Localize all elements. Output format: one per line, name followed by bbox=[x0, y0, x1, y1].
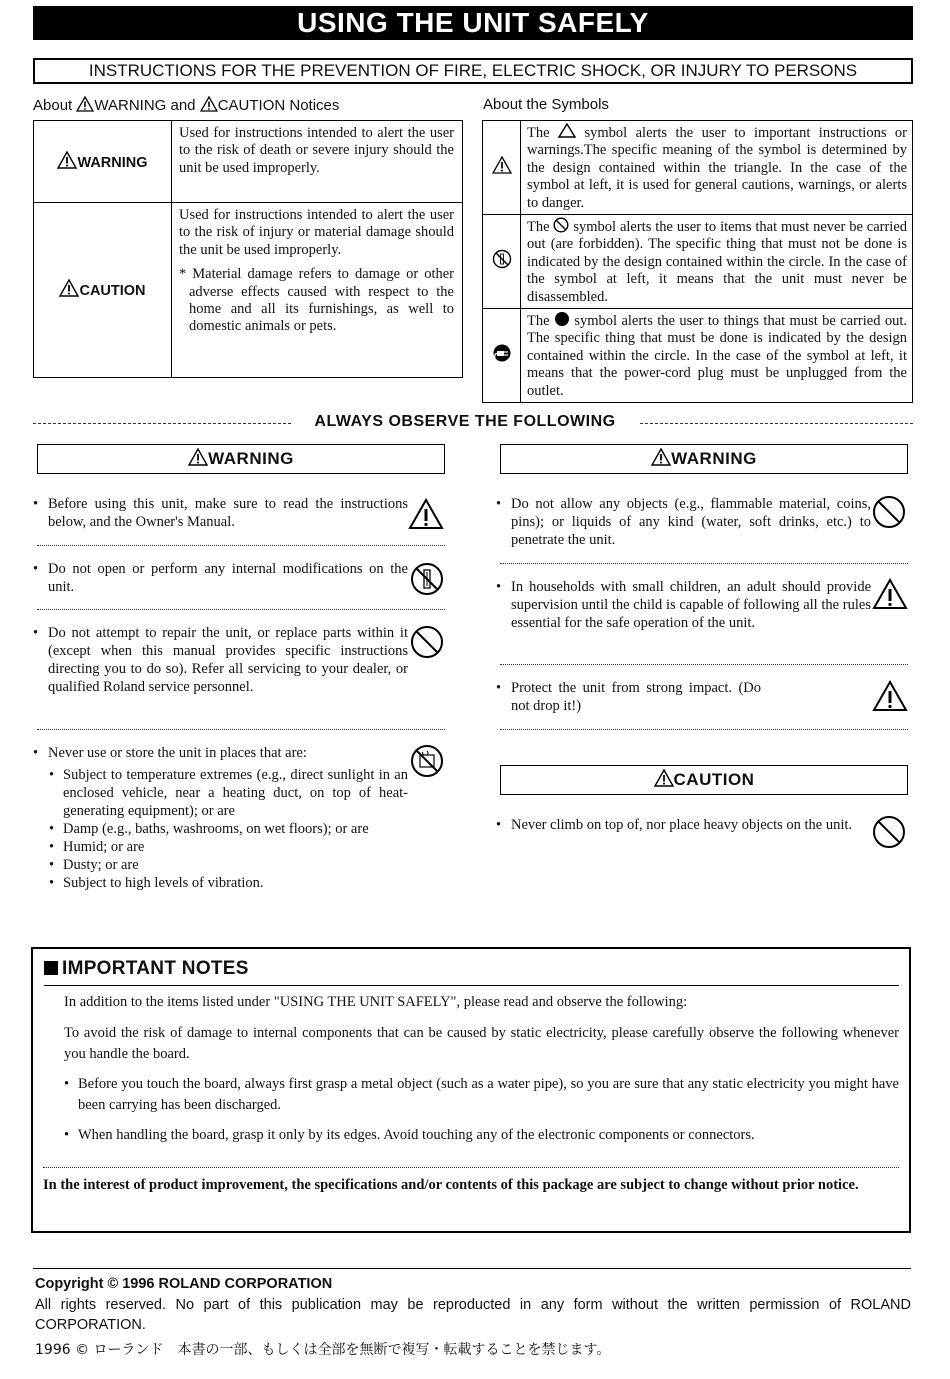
dotted-separator bbox=[500, 729, 908, 730]
dotted-separator bbox=[37, 729, 445, 730]
sub-list bbox=[33, 766, 408, 892]
list-item: • Before you touch the board, always first grasp a metal object (such as a water pipe), so you are sure that any static electricity you might have been carrying has been discharged. bbox=[64, 1074, 899, 1116]
caution-description-cell bbox=[172, 203, 463, 378]
list-item: • In households with small children, an adult should provide supervision until the child is capable of following all the rules essential for the safe operation of the unit. bbox=[496, 579, 871, 631]
symbol-circle-text: symbol alerts the user to items that must never be carried out (are forbidden). The specific thing that must not be done is indicated by the design contained within the circle. In the case of the symbol at left, it means that the unit must never be disassembled. bbox=[527, 219, 908, 305]
important-rule bbox=[44, 985, 899, 986]
list-item-text: Never climb on top of, nor place heavy objects on the unit. bbox=[511, 817, 853, 833]
prohibited-icon bbox=[410, 625, 444, 659]
list-item: • Before using this unit, make sure to read the instructions below, and the Owner's Manual. bbox=[33, 496, 408, 530]
dotted-separator bbox=[500, 664, 908, 665]
prohibited-icon bbox=[872, 815, 906, 849]
caution-note: * Material damage refers to damage or other adverse effects caused with respect to the home and all its furnishings, as well to domestic animals or pets. bbox=[179, 266, 454, 335]
unplug-icon bbox=[492, 343, 512, 363]
right-caution-label: CAUTION bbox=[673, 770, 755, 789]
dotted-separator bbox=[500, 563, 908, 564]
symbol-cell-dot bbox=[483, 309, 521, 403]
sub-list-item: • Dusty; or are bbox=[33, 856, 408, 874]
warning-triangle-icon bbox=[200, 96, 218, 112]
symbol-dot-desc bbox=[521, 309, 913, 403]
left-warning-label: WARNING bbox=[208, 449, 294, 468]
list-item: • Do not open or perform any internal modifications on the unit. bbox=[33, 561, 408, 595]
no-disassemble-icon bbox=[410, 562, 444, 596]
warning-description: Used for instructions intended to alert the user to the risk of death or severe injury should the unit be used improperly. bbox=[172, 121, 463, 203]
notices-heading-caution: CAUTION Notices bbox=[217, 97, 340, 114]
list-item-text: In households with small children, an adult should provide supervision until the child is capable of following all the rules essential for the safe operation of the unit. bbox=[511, 579, 871, 631]
list-item-text: Before using this unit, make sure to read the instructions below, and the Owner's Manual. bbox=[48, 496, 408, 530]
list-item: • Protect the unit from strong impact. (Do not drop it!) bbox=[496, 679, 871, 715]
list-item: • Do not attempt to repair the unit, or replace parts within it (except when this manual provides specific instructions directing you to do so). Refer all servicing to your dealer, or qualified Roland service personnel. bbox=[33, 625, 408, 695]
rights-statement: All rights reserved. No part of this publication may be reproducted in any form without the written permission of ROLAND CORPORATION. bbox=[35, 1297, 911, 1333]
right-warning-header bbox=[500, 444, 908, 474]
triangle-outline-icon bbox=[558, 123, 576, 138]
list-item-text: Do not allow any objects (e.g., flammable material, coins, pins); or liquids of any kind (water, soft drinks, etc.) to penetrate the unit. bbox=[511, 496, 871, 548]
symbol-circle-desc bbox=[521, 215, 913, 309]
sub-list-item: • Humid; or are bbox=[33, 838, 408, 856]
symbol-cell-circle bbox=[483, 215, 521, 309]
warning-triangle-icon bbox=[654, 769, 674, 787]
caution-label-cell bbox=[34, 203, 172, 378]
list-item-text: Do not attempt to repair the unit, or replace parts within it (except when this manual provides specific instructions directing you to do so). Refer all servicing to your dealer, or qualified Roland service personnel. bbox=[48, 625, 408, 695]
sub-list-item-text: Damp (e.g., baths, washrooms, on wet floors); or are bbox=[63, 821, 369, 837]
symbol-triangle-desc bbox=[521, 121, 913, 215]
left-warning-header bbox=[37, 444, 445, 474]
symbols-table bbox=[482, 120, 913, 403]
square-bullet-icon bbox=[44, 961, 58, 975]
warning-triangle-icon bbox=[57, 151, 77, 169]
caution-description: Used for instructions intended to alert the user to the risk of injury or material damage should the unit be used improperly. bbox=[179, 207, 454, 258]
important-heading bbox=[44, 958, 249, 980]
dotted-separator bbox=[43, 1167, 899, 1168]
warning-triangle-icon bbox=[408, 498, 444, 530]
warning-triangle-icon bbox=[872, 680, 908, 712]
symbol-cell-triangle bbox=[483, 121, 521, 215]
sub-list-item-text: Dusty; or are bbox=[63, 857, 139, 873]
prohibited-icon bbox=[872, 495, 906, 529]
sub-list-item: • Damp (e.g., baths, washrooms, on wet floors); or are bbox=[33, 820, 408, 838]
sub-list-item: • Subject to high levels of vibration. bbox=[33, 874, 408, 892]
important-static: To avoid the risk of damage to internal components that can be caused by static electricity, please carefully observe the following whenever you handle the board. bbox=[64, 1025, 899, 1062]
symbol-dot-pre: The bbox=[527, 313, 550, 330]
page-title: USING THE UNIT SAFELY bbox=[33, 6, 913, 40]
warning-triangle-icon bbox=[651, 448, 671, 466]
no-location-icon bbox=[410, 744, 444, 778]
notices-heading-pre: About bbox=[33, 97, 73, 114]
warning-triangle-icon bbox=[188, 448, 208, 466]
filled-circle-icon bbox=[554, 311, 570, 327]
important-notice: In the interest of product improvement, the specifications and/or contents of this package are subject to change without prior notice. bbox=[43, 1177, 859, 1193]
list-item-text: When handling the board, grasp it only by its edges. Avoid touching any of the electronic components or connectors. bbox=[78, 1127, 755, 1143]
notices-table bbox=[33, 120, 463, 378]
notices-heading-warning: WARNING and bbox=[94, 97, 196, 114]
list-item: • Do not allow any objects (e.g., flammable material, coins, pins); or liquids of any kind (water, soft drinks, etc.) to penetrate the unit. bbox=[496, 496, 871, 548]
list-item-text: Before you touch the board, always first grasp a metal object (such as a water pipe), so you are sure that any static electricity you might have been carrying has been discharged. bbox=[78, 1076, 899, 1113]
sub-list-item-text: Humid; or are bbox=[63, 839, 145, 855]
footer-rule bbox=[33, 1268, 911, 1269]
no-disassemble-icon bbox=[492, 249, 512, 269]
warning-triangle-icon bbox=[872, 578, 908, 610]
sub-list-item-text: Subject to temperature extremes (e.g., direct sunlight in an enclosed vehicle, near a heating duct, on top of heat-generating equipment); or are bbox=[63, 767, 408, 819]
japanese-notice: 1996 © ローランド 本書の一部、もしくは全部を無断で複写・転載することを禁じます。 bbox=[35, 1342, 611, 1358]
symbol-triangle-text: symbol alerts the user to important instructions or warnings.The specific meaning of the symbol is determined by the design contained within the triangle. In the case of the symbol at left, it is used for general cautions, warnings, or alerts to danger. bbox=[527, 125, 907, 211]
symbol-dot-text: symbol alerts the user to things that must be carried out. The specific thing that must be done is indicated by the design contained within the circle. In the case of the symbol at left, it means that the power-cord plug must be unplugged from the outlet. bbox=[527, 313, 908, 399]
list-item: • Never climb on top of, nor place heavy objects on the unit. bbox=[496, 816, 871, 834]
caution-label: CAUTION bbox=[79, 283, 146, 300]
sub-list-item-text: Subject to high levels of vibration. bbox=[63, 875, 264, 891]
sub-list-item: • Subject to temperature extremes (e.g., direct sunlight in an enclosed vehicle, near a heating duct, on top of heat-generating equipment); or are bbox=[49, 767, 408, 819]
dotted-separator bbox=[37, 545, 445, 546]
list-item-text: Do not open or perform any internal modifications on the unit. bbox=[48, 561, 408, 595]
always-observe-heading: ALWAYS OBSERVE THE FOLLOWING bbox=[314, 413, 616, 430]
right-caution-header bbox=[500, 765, 908, 795]
right-warning-label: WARNING bbox=[671, 449, 757, 468]
page-subtitle: INSTRUCTIONS FOR THE PREVENTION OF FIRE, ELECTRIC SHOCK, OR INJURY TO PERSONS bbox=[33, 58, 913, 84]
list-item: • When handling the board, grasp it only by its edges. Avoid touching any of the electronic components or connectors. bbox=[64, 1125, 899, 1146]
list-item: • Never use or store the unit in places that are: bbox=[33, 744, 408, 762]
notices-heading bbox=[33, 96, 339, 114]
warning-label-cell bbox=[34, 121, 172, 203]
list-item-text: Never use or store the unit in places that are: bbox=[48, 745, 307, 761]
symbol-circle-pre: The bbox=[527, 219, 550, 236]
dotted-separator bbox=[37, 609, 445, 610]
copyright: Copyright © 1996 ROLAND CORPORATION bbox=[35, 1276, 333, 1292]
important-intro: In addition to the items listed under "USING THE UNIT SAFELY", please read and observe the following: bbox=[64, 994, 688, 1010]
warning-triangle-icon bbox=[492, 156, 512, 174]
warning-label: WARNING bbox=[77, 154, 148, 171]
list-item-text: Protect the unit from strong impact. (Do not drop it!) bbox=[511, 680, 761, 714]
warning-triangle-icon bbox=[59, 279, 79, 297]
important-heading-text: IMPORTANT NOTES bbox=[62, 958, 249, 979]
symbol-triangle-pre: The bbox=[527, 125, 550, 141]
divider-right bbox=[640, 423, 913, 424]
warning-triangle-icon bbox=[76, 96, 94, 112]
divider-left bbox=[33, 423, 291, 424]
prohibited-icon bbox=[553, 217, 569, 233]
symbols-heading: About the Symbols bbox=[483, 96, 609, 113]
